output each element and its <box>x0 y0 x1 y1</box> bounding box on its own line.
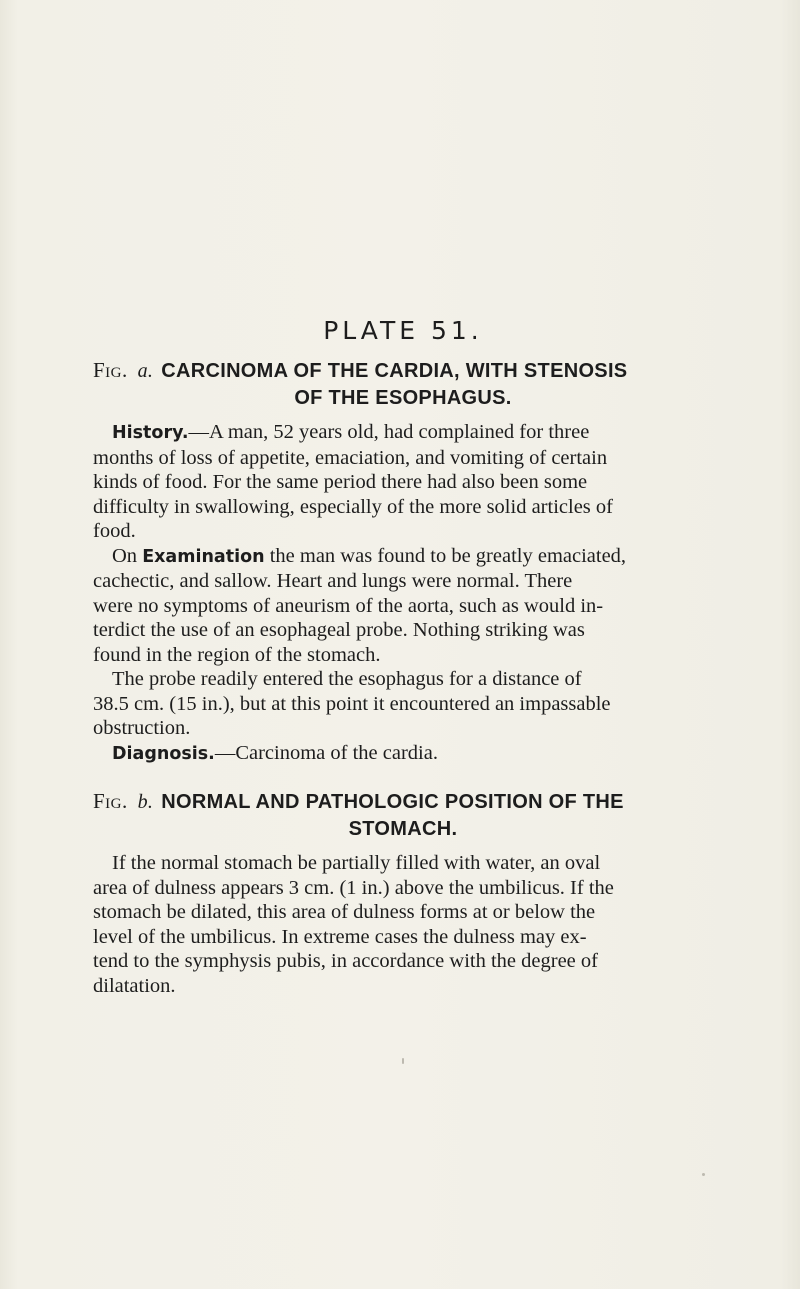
paper-speck <box>402 1058 404 1064</box>
stomach-line: stomach be dilated, this area of dulness forms at or below the <box>93 901 596 923</box>
history-paragraph <box>0 420 793 544</box>
history-line: food. <box>93 520 136 542</box>
stomach-line: tend to the symphysis pubis, in accordance with the degree of <box>93 950 598 972</box>
history-line <box>93 420 793 446</box>
plate-title: PLATE 51. <box>323 316 483 345</box>
probe-line: The probe readily entered the esophagus for a distance of <box>112 668 582 690</box>
examination-line: terdict the use of an esophageal probe. Nothing striking was <box>93 619 585 641</box>
fig-b-tag: Fig. <box>93 789 128 813</box>
probe-line: 38.5 cm. (15 in.), but at this point it encountered an impassable <box>93 692 611 715</box>
diagnosis-line <box>93 741 793 767</box>
section-gap <box>0 766 800 788</box>
page-content <box>0 316 800 998</box>
fig-b-heading-line2: STOMACH. <box>348 818 458 840</box>
fig-b-heading <box>0 788 793 843</box>
stomach-line: area of dulness appears 3 cm. (1 in.) above the umbilicus. If the <box>93 876 614 899</box>
examination-line <box>93 544 793 570</box>
probe-paragraph <box>0 667 793 741</box>
fig-a-letter: a. <box>137 360 154 382</box>
fig-a-tag: Fig. <box>93 358 128 382</box>
history-line: kinds of food. For the same period there had also been some <box>93 471 588 493</box>
fig-a-heading <box>0 357 793 412</box>
examination-paragraph <box>0 544 793 668</box>
diagnosis-label: Diagnosis. <box>112 743 215 764</box>
fig-b-letter: b. <box>137 791 154 813</box>
history-line-text: —A man, 52 years old, had complained for three <box>188 421 590 443</box>
fig-b-heading-line1: NORMAL AND PATHOLOGIC POSITION OF THE <box>161 791 624 813</box>
stomach-paragraph <box>0 851 793 998</box>
history-line: months of loss of appetite, emaciation, and vomiting of certain <box>93 446 608 469</box>
history-label: History. <box>112 423 189 443</box>
probe-line: obstruction. <box>93 717 191 739</box>
stomach-line: If the normal stomach be partially filled with water, an oval <box>112 852 601 874</box>
stomach-line: dilatation. <box>93 974 176 997</box>
paper-speck <box>702 1173 705 1176</box>
examination-prefix: On <box>112 544 143 567</box>
history-line: difficulty in swallowing, especially of the more solid articles of <box>93 495 613 518</box>
examination-line: were no symptoms of aneurism of the aorta, such as would in- <box>93 594 604 617</box>
diagnosis-text: —Carcinoma of the cardia. <box>214 741 438 764</box>
examination-line-text: the man was found to be greatly emaciated, <box>264 544 627 567</box>
stomach-line: level of the umbilicus. In extreme cases the dulness may ex- <box>93 925 587 948</box>
examination-line: found in the region of the stomach. <box>93 643 381 666</box>
diagnosis-paragraph <box>0 741 793 767</box>
fig-a-heading-line1: CARCINOMA OF THE CARDIA, WITH STENOSIS <box>161 360 628 382</box>
examination-line: cachectic, and sallow. Heart and lungs were normal. There <box>93 570 573 592</box>
fig-a-heading-line2: OF THE ESOPHAGUS. <box>294 387 512 409</box>
examination-label: Examination <box>142 546 265 567</box>
